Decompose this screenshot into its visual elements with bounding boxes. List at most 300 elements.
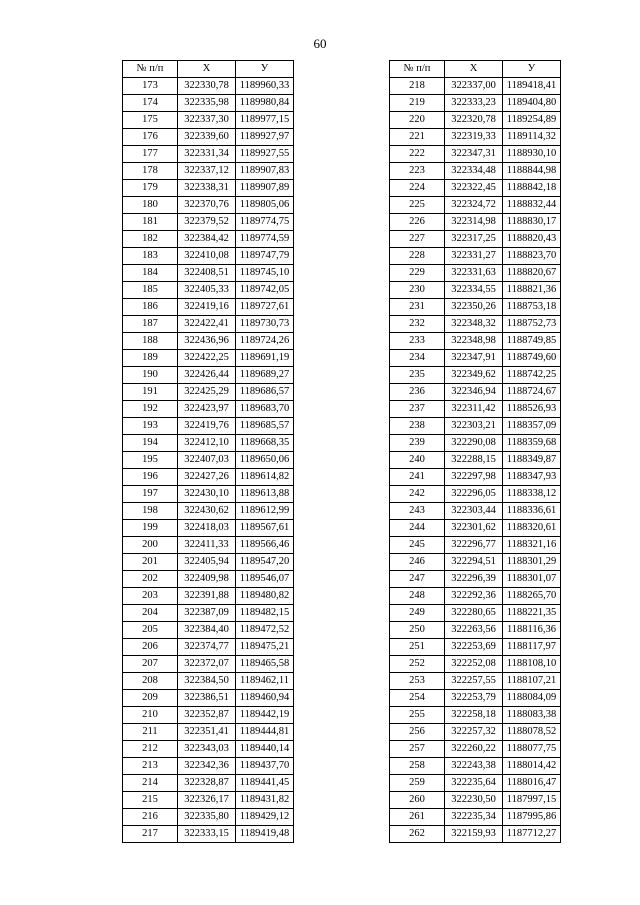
cell-number: 212 xyxy=(123,741,178,758)
cell-y: 1188265,70 xyxy=(503,588,561,605)
cell-x: 322337,12 xyxy=(178,163,236,180)
cell-y: 1189960,33 xyxy=(236,78,294,95)
cell-y: 1188832,44 xyxy=(503,197,561,214)
table-row xyxy=(390,384,561,401)
cell-x: 322260,22 xyxy=(445,741,503,758)
cell-number: 214 xyxy=(123,775,178,792)
cell-y: 1189444,81 xyxy=(236,724,294,741)
cell-number: 196 xyxy=(123,469,178,486)
cell-number: 262 xyxy=(390,826,445,843)
table-row xyxy=(390,112,561,129)
table-row xyxy=(390,316,561,333)
cell-number: 218 xyxy=(390,78,445,95)
cell-x: 322243,38 xyxy=(445,758,503,775)
cell-number: 240 xyxy=(390,452,445,469)
cell-number: 193 xyxy=(123,418,178,435)
cell-y: 1189482,15 xyxy=(236,605,294,622)
cell-number: 223 xyxy=(390,163,445,180)
cell-y: 1189612,99 xyxy=(236,503,294,520)
cell-x: 322422,25 xyxy=(178,350,236,367)
cell-x: 322296,77 xyxy=(445,537,503,554)
cell-x: 322430,62 xyxy=(178,503,236,520)
cell-x: 322350,26 xyxy=(445,299,503,316)
cell-number: 255 xyxy=(390,707,445,724)
cell-x: 322338,31 xyxy=(178,180,236,197)
cell-number: 246 xyxy=(390,554,445,571)
cell-x: 322412,10 xyxy=(178,435,236,452)
cell-x: 322426,44 xyxy=(178,367,236,384)
cell-y: 1188821,36 xyxy=(503,282,561,299)
cell-x: 322280,65 xyxy=(445,605,503,622)
cell-x: 322370,76 xyxy=(178,197,236,214)
cell-x: 322405,94 xyxy=(178,554,236,571)
cell-x: 322411,33 xyxy=(178,537,236,554)
table-row xyxy=(390,367,561,384)
cell-number: 230 xyxy=(390,282,445,299)
table-row xyxy=(123,180,294,197)
cell-x: 322288,15 xyxy=(445,452,503,469)
cell-number: 234 xyxy=(390,350,445,367)
table-row xyxy=(390,163,561,180)
cell-x: 322351,41 xyxy=(178,724,236,741)
cell-y: 1189567,61 xyxy=(236,520,294,537)
table-row xyxy=(390,180,561,197)
table-row xyxy=(390,333,561,350)
cell-x: 322317,25 xyxy=(445,231,503,248)
table-row xyxy=(390,724,561,741)
cell-number: 194 xyxy=(123,435,178,452)
cell-y: 1188742,25 xyxy=(503,367,561,384)
cell-y: 1189747,79 xyxy=(236,248,294,265)
table-row xyxy=(390,248,561,265)
cell-y: 1188321,16 xyxy=(503,537,561,554)
cell-number: 235 xyxy=(390,367,445,384)
cell-x: 322386,51 xyxy=(178,690,236,707)
cell-y: 1188749,85 xyxy=(503,333,561,350)
cell-y: 1189724,26 xyxy=(236,333,294,350)
cell-number: 190 xyxy=(123,367,178,384)
table-row xyxy=(123,656,294,673)
cell-number: 254 xyxy=(390,690,445,707)
cell-number: 244 xyxy=(390,520,445,537)
cell-x: 322430,10 xyxy=(178,486,236,503)
cell-y: 1189472,52 xyxy=(236,622,294,639)
cell-y: 1188820,43 xyxy=(503,231,561,248)
table-row xyxy=(390,401,561,418)
cell-y: 1188108,10 xyxy=(503,656,561,673)
cell-number: 225 xyxy=(390,197,445,214)
cell-y: 1189546,07 xyxy=(236,571,294,588)
cell-x: 322343,03 xyxy=(178,741,236,758)
cell-y: 1189404,80 xyxy=(503,95,561,112)
table-row xyxy=(390,639,561,656)
table-row xyxy=(390,554,561,571)
cell-y: 1188526,93 xyxy=(503,401,561,418)
cell-x: 322409,98 xyxy=(178,571,236,588)
table-row xyxy=(390,231,561,248)
table-row xyxy=(390,826,561,843)
header-y: У xyxy=(503,61,561,78)
cell-x: 322408,51 xyxy=(178,265,236,282)
cell-x: 322296,05 xyxy=(445,486,503,503)
cell-x: 322296,39 xyxy=(445,571,503,588)
table-row xyxy=(123,214,294,231)
header-number: № п/п xyxy=(123,61,178,78)
table-row xyxy=(390,537,561,554)
cell-x: 322346,94 xyxy=(445,384,503,401)
table-row xyxy=(390,95,561,112)
cell-number: 251 xyxy=(390,639,445,656)
cell-number: 211 xyxy=(123,724,178,741)
table-row xyxy=(123,78,294,95)
cell-y: 1189431,82 xyxy=(236,792,294,809)
cell-number: 257 xyxy=(390,741,445,758)
cell-x: 322253,69 xyxy=(445,639,503,656)
cell-y: 1189668,35 xyxy=(236,435,294,452)
cell-y: 1188336,61 xyxy=(503,503,561,520)
table-row xyxy=(123,418,294,435)
cell-number: 219 xyxy=(390,95,445,112)
table-row xyxy=(390,469,561,486)
cell-number: 174 xyxy=(123,95,178,112)
cell-y: 1188724,67 xyxy=(503,384,561,401)
cell-x: 322294,51 xyxy=(445,554,503,571)
cell-y: 1189440,14 xyxy=(236,741,294,758)
cell-number: 252 xyxy=(390,656,445,673)
cell-number: 203 xyxy=(123,588,178,605)
cell-y: 1187712,27 xyxy=(503,826,561,843)
cell-x: 322419,76 xyxy=(178,418,236,435)
table-row xyxy=(123,571,294,588)
cell-y: 1189650,06 xyxy=(236,452,294,469)
cell-y: 1188347,93 xyxy=(503,469,561,486)
cell-y: 1189547,20 xyxy=(236,554,294,571)
cell-number: 202 xyxy=(123,571,178,588)
table-row xyxy=(123,724,294,741)
cell-x: 322337,00 xyxy=(445,78,503,95)
table-row xyxy=(390,282,561,299)
table-row xyxy=(390,129,561,146)
cell-number: 217 xyxy=(123,826,178,843)
cell-number: 256 xyxy=(390,724,445,741)
cell-number: 221 xyxy=(390,129,445,146)
cell-number: 192 xyxy=(123,401,178,418)
cell-y: 1189613,88 xyxy=(236,486,294,503)
cell-x: 322339,60 xyxy=(178,129,236,146)
table-row xyxy=(123,163,294,180)
cell-number: 226 xyxy=(390,214,445,231)
cell-y: 1189685,57 xyxy=(236,418,294,435)
header-x: Х xyxy=(445,61,503,78)
cell-y: 1189745,10 xyxy=(236,265,294,282)
table-row xyxy=(123,792,294,809)
table-row xyxy=(390,622,561,639)
cell-number: 250 xyxy=(390,622,445,639)
cell-x: 322159,93 xyxy=(445,826,503,843)
cell-number: 189 xyxy=(123,350,178,367)
page-number: 60 xyxy=(313,36,327,51)
cell-y: 1189742,05 xyxy=(236,282,294,299)
cell-y: 1188301,07 xyxy=(503,571,561,588)
cell-number: 245 xyxy=(390,537,445,554)
cell-number: 228 xyxy=(390,248,445,265)
cell-number: 215 xyxy=(123,792,178,809)
cell-y: 1188749,60 xyxy=(503,350,561,367)
cell-y: 1188078,52 xyxy=(503,724,561,741)
cell-number: 249 xyxy=(390,605,445,622)
cell-y: 1189730,73 xyxy=(236,316,294,333)
table-header-row xyxy=(390,61,561,78)
cell-x: 322347,91 xyxy=(445,350,503,367)
cell-y: 1187997,15 xyxy=(503,792,561,809)
cell-number: 216 xyxy=(123,809,178,826)
cell-y: 1188842,18 xyxy=(503,180,561,197)
cell-number: 177 xyxy=(123,146,178,163)
table-row xyxy=(123,316,294,333)
cell-y: 1189614,82 xyxy=(236,469,294,486)
cell-number: 253 xyxy=(390,673,445,690)
cell-x: 322334,48 xyxy=(445,163,503,180)
cell-x: 322379,52 xyxy=(178,214,236,231)
cell-x: 322427,26 xyxy=(178,469,236,486)
cell-number: 182 xyxy=(123,231,178,248)
cell-y: 1189907,83 xyxy=(236,163,294,180)
table-row xyxy=(123,197,294,214)
cell-number: 185 xyxy=(123,282,178,299)
cell-y: 1188016,47 xyxy=(503,775,561,792)
cell-number: 199 xyxy=(123,520,178,537)
table-row xyxy=(390,146,561,163)
cell-number: 210 xyxy=(123,707,178,724)
cell-number: 205 xyxy=(123,622,178,639)
cell-y: 1189774,75 xyxy=(236,214,294,231)
cell-number: 229 xyxy=(390,265,445,282)
cell-x: 322348,32 xyxy=(445,316,503,333)
cell-y: 1188338,12 xyxy=(503,486,561,503)
cell-number: 179 xyxy=(123,180,178,197)
cell-y: 1189927,55 xyxy=(236,146,294,163)
cell-number: 237 xyxy=(390,401,445,418)
cell-y: 1189460,94 xyxy=(236,690,294,707)
cell-number: 206 xyxy=(123,639,178,656)
cell-x: 322328,87 xyxy=(178,775,236,792)
cell-y: 1189419,48 xyxy=(236,826,294,843)
table-row xyxy=(123,486,294,503)
table-row xyxy=(123,282,294,299)
cell-x: 322322,45 xyxy=(445,180,503,197)
table-row xyxy=(123,503,294,520)
cell-x: 322384,42 xyxy=(178,231,236,248)
cell-number: 191 xyxy=(123,384,178,401)
cell-y: 1189566,46 xyxy=(236,537,294,554)
cell-x: 322347,31 xyxy=(445,146,503,163)
cell-number: 220 xyxy=(390,112,445,129)
table-row xyxy=(390,605,561,622)
cell-x: 322423,97 xyxy=(178,401,236,418)
table-header-row xyxy=(123,61,294,78)
cell-number: 208 xyxy=(123,673,178,690)
table-row xyxy=(123,248,294,265)
cell-number: 227 xyxy=(390,231,445,248)
cell-y: 1188014,42 xyxy=(503,758,561,775)
cell-x: 322253,79 xyxy=(445,690,503,707)
cell-number: 260 xyxy=(390,792,445,809)
cell-x: 322422,41 xyxy=(178,316,236,333)
table-row xyxy=(390,741,561,758)
cell-x: 322410,08 xyxy=(178,248,236,265)
table-row xyxy=(390,197,561,214)
cell-y: 1189805,06 xyxy=(236,197,294,214)
table-row xyxy=(123,605,294,622)
table-row xyxy=(390,809,561,826)
cell-number: 200 xyxy=(123,537,178,554)
cell-number: 173 xyxy=(123,78,178,95)
cell-x: 322333,15 xyxy=(178,826,236,843)
cell-x: 322335,98 xyxy=(178,95,236,112)
cell-y: 1189686,57 xyxy=(236,384,294,401)
table-row xyxy=(123,112,294,129)
cell-number: 188 xyxy=(123,333,178,350)
cell-number: 187 xyxy=(123,316,178,333)
coordinates-table-left xyxy=(122,60,294,843)
cell-x: 322425,29 xyxy=(178,384,236,401)
cell-number: 175 xyxy=(123,112,178,129)
cell-x: 322331,63 xyxy=(445,265,503,282)
table-row xyxy=(123,520,294,537)
cell-y: 1188077,75 xyxy=(503,741,561,758)
cell-number: 180 xyxy=(123,197,178,214)
cell-y: 1188320,61 xyxy=(503,520,561,537)
header-y: У xyxy=(236,61,294,78)
cell-y: 1188221,35 xyxy=(503,605,561,622)
cell-number: 178 xyxy=(123,163,178,180)
cell-number: 258 xyxy=(390,758,445,775)
cell-number: 184 xyxy=(123,265,178,282)
cell-y: 1188357,09 xyxy=(503,418,561,435)
cell-x: 322297,98 xyxy=(445,469,503,486)
table-row xyxy=(123,554,294,571)
table-row xyxy=(123,622,294,639)
cell-x: 322349,62 xyxy=(445,367,503,384)
cell-number: 241 xyxy=(390,469,445,486)
cell-y: 1189727,61 xyxy=(236,299,294,316)
cell-number: 259 xyxy=(390,775,445,792)
cell-x: 322335,80 xyxy=(178,809,236,826)
cell-number: 247 xyxy=(390,571,445,588)
table-row xyxy=(390,690,561,707)
cell-y: 1188084,09 xyxy=(503,690,561,707)
table-row xyxy=(123,673,294,690)
table-row xyxy=(390,265,561,282)
cell-x: 322436,96 xyxy=(178,333,236,350)
cell-y: 1189429,12 xyxy=(236,809,294,826)
cell-y: 1189689,27 xyxy=(236,367,294,384)
cell-x: 322391,88 xyxy=(178,588,236,605)
table-row xyxy=(390,452,561,469)
cell-number: 198 xyxy=(123,503,178,520)
cell-x: 322333,23 xyxy=(445,95,503,112)
cell-y: 1189927,97 xyxy=(236,129,294,146)
table-row xyxy=(390,656,561,673)
cell-number: 183 xyxy=(123,248,178,265)
cell-y: 1188752,73 xyxy=(503,316,561,333)
cell-number: 231 xyxy=(390,299,445,316)
cell-x: 322331,27 xyxy=(445,248,503,265)
cell-number: 238 xyxy=(390,418,445,435)
cell-y: 1189691,19 xyxy=(236,350,294,367)
cell-number: 181 xyxy=(123,214,178,231)
cell-number: 236 xyxy=(390,384,445,401)
cell-x: 322384,50 xyxy=(178,673,236,690)
cell-x: 322342,36 xyxy=(178,758,236,775)
table-row xyxy=(123,350,294,367)
cell-number: 232 xyxy=(390,316,445,333)
cell-number: 243 xyxy=(390,503,445,520)
cell-y: 1189977,15 xyxy=(236,112,294,129)
cell-x: 322263,56 xyxy=(445,622,503,639)
cell-y: 1188359,68 xyxy=(503,435,561,452)
cell-x: 322303,44 xyxy=(445,503,503,520)
header-x: Х xyxy=(178,61,236,78)
cell-number: 204 xyxy=(123,605,178,622)
table-row xyxy=(123,231,294,248)
cell-number: 239 xyxy=(390,435,445,452)
cell-number: 261 xyxy=(390,809,445,826)
cell-x: 322311,42 xyxy=(445,401,503,418)
cell-x: 322352,87 xyxy=(178,707,236,724)
table-row xyxy=(123,129,294,146)
table-row xyxy=(123,639,294,656)
table-row xyxy=(390,350,561,367)
cell-y: 1188820,67 xyxy=(503,265,561,282)
cell-x: 322348,98 xyxy=(445,333,503,350)
cell-y: 1189437,70 xyxy=(236,758,294,775)
cell-number: 222 xyxy=(390,146,445,163)
cell-y: 1189254,89 xyxy=(503,112,561,129)
table-row xyxy=(123,435,294,452)
cell-y: 1188116,36 xyxy=(503,622,561,639)
cell-x: 322407,03 xyxy=(178,452,236,469)
cell-y: 1189980,84 xyxy=(236,95,294,112)
table-row xyxy=(390,792,561,809)
table-row xyxy=(123,265,294,282)
cell-y: 1188107,21 xyxy=(503,673,561,690)
cell-y: 1188301,29 xyxy=(503,554,561,571)
cell-x: 322387,09 xyxy=(178,605,236,622)
cell-y: 1188117,97 xyxy=(503,639,561,656)
table-row xyxy=(390,486,561,503)
cell-x: 322230,50 xyxy=(445,792,503,809)
cell-number: 209 xyxy=(123,690,178,707)
cell-number: 224 xyxy=(390,180,445,197)
table-row xyxy=(390,520,561,537)
table-row xyxy=(123,775,294,792)
cell-y: 1189480,82 xyxy=(236,588,294,605)
cell-x: 322337,30 xyxy=(178,112,236,129)
cell-x: 322374,77 xyxy=(178,639,236,656)
table-row xyxy=(390,775,561,792)
cell-x: 322334,55 xyxy=(445,282,503,299)
cell-y: 1189442,19 xyxy=(236,707,294,724)
cell-x: 322319,33 xyxy=(445,129,503,146)
cell-x: 322405,33 xyxy=(178,282,236,299)
cell-x: 322235,64 xyxy=(445,775,503,792)
table-row xyxy=(123,741,294,758)
cell-y: 1189418,41 xyxy=(503,78,561,95)
cell-number: 186 xyxy=(123,299,178,316)
cell-y: 1188830,17 xyxy=(503,214,561,231)
cell-x: 322326,17 xyxy=(178,792,236,809)
